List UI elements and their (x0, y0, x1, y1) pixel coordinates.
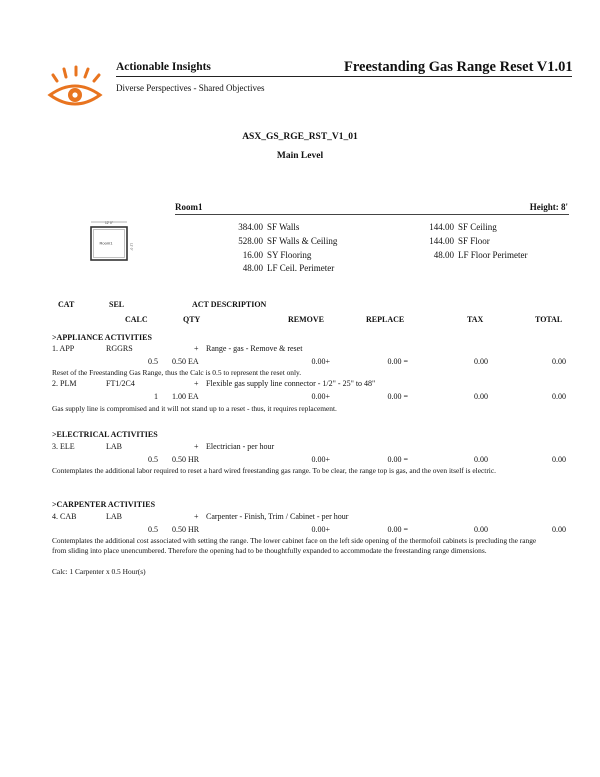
line-item-calc-note: Calc: 1 Carpenter x 0.5 Hour(s) (52, 567, 146, 576)
line-item-replace: 0.00 = (387, 525, 408, 534)
line-item-cat: 1. APP (52, 344, 75, 353)
measurement-row: 16.00 SY Flooring (242, 249, 312, 260)
measurement-row: 528.00 SF Walls & Ceiling (238, 235, 338, 246)
line-item-remove: 0.00+ (311, 357, 330, 366)
line-item-qty: 0.50 HR (172, 525, 200, 534)
line-item-qty: 0.50 EA (172, 357, 199, 366)
level-name: Main Level (276, 151, 324, 161)
line-item-total: 0.00 (552, 525, 566, 534)
room-measurements-left (203, 221, 337, 276)
line-item-total: 0.00 (552, 455, 566, 464)
col-header-calc: CALC (125, 315, 148, 324)
room-name: Room1 (175, 202, 203, 212)
line-item-description: Electrician - per hour (206, 442, 275, 451)
col-header-remove: REMOVE (288, 315, 324, 324)
line-item-description: Flexible gas supply line connector - 1/2" - 25" to 48" (206, 379, 376, 388)
room-height: Height: 8' (529, 202, 568, 212)
line-item-act: + (194, 379, 199, 388)
line-item-cat: 3. ELE (52, 442, 75, 451)
room-sketch (82, 219, 136, 267)
room-rule (175, 214, 569, 215)
line-item-sel: LAB (106, 512, 122, 521)
measurement-row: 48.00 LF Ceil. Perimeter (242, 263, 335, 274)
line-item-replace: 0.00 = (387, 357, 408, 366)
line-item-calc: 0.5 (148, 357, 158, 366)
measurement-row: 48.00 LF Floor Perimeter (433, 249, 528, 260)
line-item-total: 0.00 (552, 357, 566, 366)
line-item-act: + (194, 344, 199, 353)
line-item-replace: 0.00 = (387, 392, 408, 401)
line-item-note: Gas supply line is compromised and it will not stand up to a reset - thus, it requires replacement. (52, 404, 337, 413)
section-title: >ELECTRICAL ACTIVITIES (52, 430, 158, 439)
line-item-calc: 0.5 (148, 525, 158, 534)
line-item-remove: 0.00+ (311, 392, 330, 401)
line-item-act: + (194, 512, 199, 521)
document-title: Freestanding Gas Range Reset V1.01 (344, 59, 573, 75)
sketch-room-label: Room1 (99, 240, 113, 246)
line-item-description: Carpenter - Finish, Trim / Cabinet - per hour (206, 512, 349, 521)
line-item-tax: 0.00 (474, 392, 488, 401)
header-rule (116, 76, 572, 77)
line-item-calc: 0.5 (148, 455, 158, 464)
line-item-remove: 0.00+ (311, 525, 330, 534)
col-header-total: TOTAL (535, 315, 563, 324)
company-tagline: Diverse Perspectives - Shared Objectives (116, 83, 265, 93)
company-name: Actionable Insights (116, 61, 211, 73)
col-header-tax: TAX (467, 315, 484, 324)
line-item-qty: 1.00 EA (172, 392, 199, 401)
estimate-name: ASX_GS_RGE_RST_V1_01 (242, 132, 358, 142)
line-item-description: Range - gas - Remove & reset (206, 344, 303, 353)
line-item-tax: 0.00 (474, 357, 488, 366)
room-measurements-right (394, 221, 528, 262)
section-title: >APPLIANCE ACTIVITIES (52, 333, 152, 342)
line-item-calc: 1 (154, 392, 158, 401)
line-item-sel: RGGRS (106, 344, 133, 353)
measurement-row: 384.00 SF Walls (238, 222, 300, 232)
line-item-act: + (194, 442, 199, 451)
section-title: >CARPENTER ACTIVITIES (52, 500, 156, 509)
line-item-sel: FT1/2C4 (106, 379, 135, 388)
line-item-note: Contemplates the additional cost associated with setting the range. The lower cabinet face on the left side opening of the thermofoil cabinets is precluding the range from sliding into place unencumbered. Therefore the opening had to be thoughtfully expanded to accommodate the freestanding range dimensions. (52, 536, 537, 556)
line-item-replace: 0.00 = (387, 455, 408, 464)
measurement-row: 144.00 SF Ceiling (429, 222, 497, 232)
col-header-replace: REPLACE (366, 315, 405, 324)
line-item-tax: 0.00 (474, 525, 488, 534)
line-item-cat: 4. CAB (52, 512, 77, 521)
line-item-cat: 2. PLM (52, 379, 77, 388)
line-item-note: Contemplates the additional labor required to reset a hard wired freestanding gas range. To be clear, the range top is gas, and the oven itself is electric. (52, 466, 496, 475)
sketch-side-dimension: 12' 0" (129, 243, 134, 251)
line-item-sel: LAB (106, 442, 122, 451)
line-item-note: Reset of the Freestanding Gas Range, thus the Calc is 0.5 to represent the reset only. (52, 368, 302, 377)
measurement-row: 144.00 SF Floor (429, 235, 490, 246)
col-header-cat: CAT (58, 300, 75, 309)
col-header-sel: SEL (109, 300, 125, 309)
col-header-act-description: ACT DESCRIPTION (192, 300, 267, 309)
line-item-total: 0.00 (552, 392, 566, 401)
sketch-top-dimension: 12' 0" (105, 221, 113, 225)
line-item-remove: 0.00+ (311, 455, 330, 464)
col-header-qty: QTY (183, 315, 201, 324)
line-item-tax: 0.00 (474, 455, 488, 464)
line-item-qty: 0.50 HR (172, 455, 200, 464)
eye-logo-icon (46, 63, 104, 111)
